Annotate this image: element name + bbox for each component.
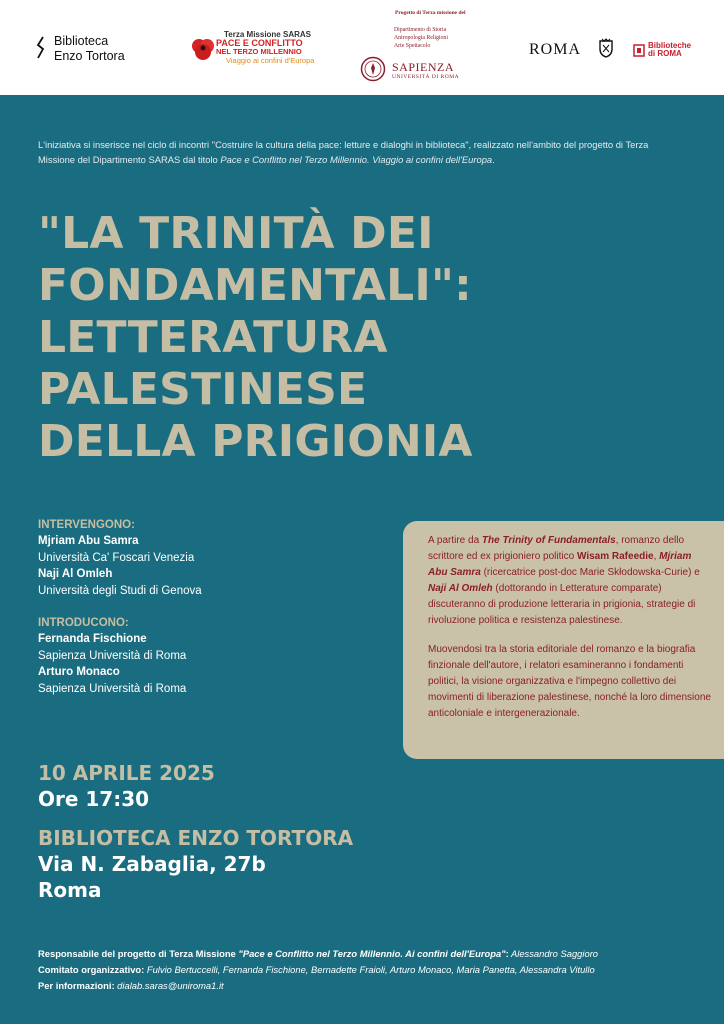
biblioteche-logo-line2: di ROMA [648,49,682,58]
event-venue: BIBLIOTECA ENZO TORTORA [38,826,354,850]
speaker-name: Mjriam Abu Samra [38,535,139,548]
introducer-name: Arturo Monaco [38,666,120,679]
sapienza-name: SAPIENZA [392,60,455,74]
intro-text-part1: L'iniziativa si inserisce nel ciclo di incontri "Costruire la cultura della pace: letture e dialoghi in biblioteca", realizzato nell'ambito del progetto di Terza Missione del Dipartimento SARAS dal titolo [38,139,649,165]
biblioteca-mark-icon [36,36,48,62]
intro-paragraph [38,137,668,167]
sapienza-logo [360,10,490,80]
book-title: The Trinity of Fundamentals [481,535,616,546]
poppy-icon [190,36,216,62]
biblioteche-roma-mark-icon [633,44,645,57]
footer-project-title: "Pace e Conflitto nel Terzo Millennio. Ai confini dell'Europa" [238,948,506,959]
contact-email: dialab.saras@uniroma1.it [114,980,224,991]
event-date: 10 APRILE 2025 [38,761,215,785]
event-description-box [403,521,724,759]
title-line1: "LA TRINITÀ DEI [38,208,434,259]
event-city: Roma [38,878,102,902]
speaker-name: Naji Al Omleh [38,568,113,581]
biblioteca-logo-line2: Enzo Tortora [54,49,125,63]
intervengono-label: INTERVENGONO: [38,519,135,531]
introducer-affiliation: Sapienza Università di Roma [38,649,187,662]
title-line3: LETTERATURA [38,312,388,363]
speaker-mention-2: Naji Al Omleh [428,582,493,594]
introducono-label: INTRODUCONO: [38,617,129,630]
sapienza-subtitle: UNIVERSITÀ DI ROMA [392,74,460,80]
roma-crest-icon [598,38,614,58]
title-line2: FONDAMENTALI": [38,260,472,311]
title-line5: DELLA PRIGIONIA [38,416,473,467]
speaker-affiliation: Università degli Studi di Genova [38,584,202,597]
sapienza-seal-icon [360,56,386,82]
footer-comitato: Comitato organizzativo: Fulvio Bertuccelli, Fernanda Fischione, Bernadette Fraioli, Arturo Monaco, Maria Panetta, Alessandra Vitullo [38,964,595,975]
saras-logo-line3: NEL TERZO MILLENNIO [216,47,302,56]
sapienza-department [394,26,494,50]
saras-logo-line1: Terza Missione SARAS [224,30,311,39]
footer-contact: Per informazioni: dialab.saras@uniroma1.it [38,980,224,991]
saras-logo-line2: PACE E CONFLITTO [216,38,303,48]
speakers-section [38,517,202,697]
title-line4: PALESTINESE [38,364,368,415]
sapienza-dept-line2: Antropologia Religioni [394,35,448,41]
intro-project-title: Pace e Conflitto nel Terzo Millennio. Viaggio ai confini dell'Europa [220,154,493,165]
event-address: Via N. Zabaglia, 27b [38,852,266,876]
event-details [38,760,353,903]
biblioteche-logo-line1: Biblioteche [648,41,692,50]
sapienza-dept-line3: Arte Spettacolo [394,43,431,49]
speaker-affiliation: Università Ca' Foscari Venezia [38,551,195,564]
description-paragraph-2: Muovendosi tra la storia editoriale del romanzo e la biografia finzionale dell'autore, i relatori esamineranno i fondamenti politici, la visione organizzativa e l'impegno collettivo dei movimenti di liberazione palestinese, nonché la loro dimensione anticoloniale e intergenerazionale. [428,644,711,720]
biblioteca-logo-line1: Biblioteca [54,34,109,48]
footer-comitato-names: Fulvio Bertuccelli, Fernanda Fischione, Bernadette Fraioli, Arturo Monaco, Maria Panetta, Alessandra Vitullo [144,964,595,975]
roma-logo: ROMA [529,41,582,58]
event-time: Ore 17:30 [38,787,150,811]
footer-responsabile-name: Alessandro Saggioro [508,948,599,959]
description-paragraph-1: A partire da The Trinity of Fundamentals, romanzo dello scrittore ed ex prigioniero politico Wisam Rafeedie, Mjriam Abu Samra (ricercatrice post-doc Marie Skłodowska-Curie) e Naji Al Omleh (dottorando in Letterature comparate) discuteranno di produzione letteraria in prigionia, strategie di rivoluzione politica e resistenza palestinese. [428,535,700,626]
footer-credits [38,946,718,994]
biblioteche-di-roma-logo [633,42,691,58]
intro-text-part2: . [492,154,495,165]
sapienza-dept-line1: Dipartimento di Storia [394,27,447,33]
author-name: Wisam Rafeedie [576,550,654,562]
saras-logo-line4: Viaggio ai confini d'Europa [226,56,315,65]
sapienza-project-label: Progetto di Terza missione del [395,10,466,16]
header-logo-bar [0,0,724,95]
introducer-name: Fernanda Fischione [38,633,147,646]
speaker-mention-1: Mjriam Abu Samra [428,550,692,578]
biblioteca-enzo-tortora-logo [36,34,125,64]
introducer-affiliation: Sapienza Università di Roma [38,682,187,695]
footer-responsabile: Responsabile del progetto di Terza Missione "Pace e Conflitto nel Terzo Millennio. Ai confini dell'Europa": Alessandro Saggioro [38,948,599,959]
event-title [38,208,698,468]
